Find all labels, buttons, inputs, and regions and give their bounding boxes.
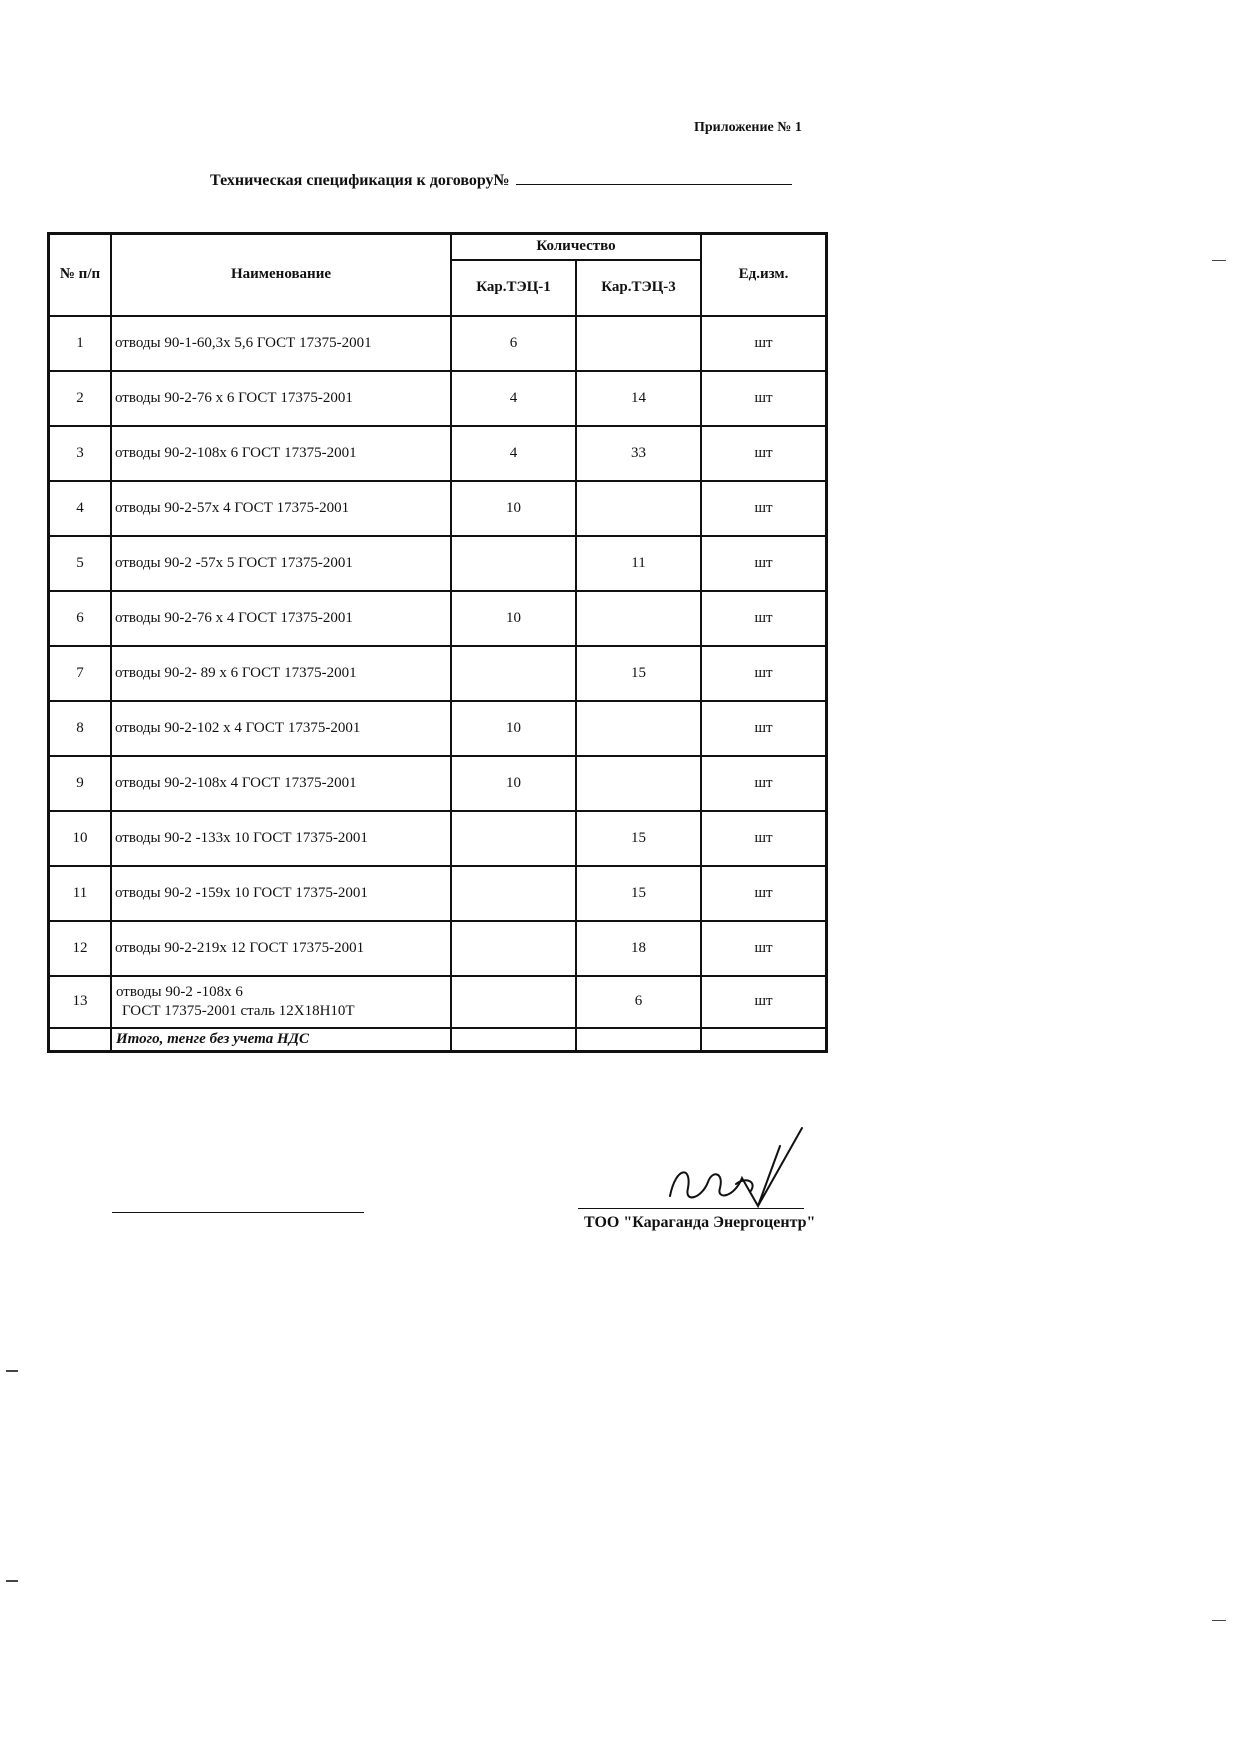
total-label: Итого, тенге без учета НДС <box>111 1028 451 1052</box>
total-row <box>49 1028 827 1052</box>
cell-name: отводы 90-2-108х 6 ГОСТ 17375-2001 <box>111 426 451 481</box>
table-row <box>49 976 827 1028</box>
cell-plant1-qty: 10 <box>451 481 576 536</box>
cell-name: отводы 90-2 -159х 10 ГОСТ 17375-2001 <box>111 866 451 921</box>
table-row <box>49 646 827 701</box>
table-header-row <box>49 234 827 260</box>
cell-unit: шт <box>701 976 827 1028</box>
cell-plant3-qty: 15 <box>576 646 701 701</box>
cell-plant3-qty: 6 <box>576 976 701 1028</box>
table-row <box>49 481 827 536</box>
cell-name-line1: отводы 90-2 -108х 6 <box>116 983 243 1000</box>
document-title <box>210 170 792 190</box>
cell-name: отводы 90-2-219х 12 ГОСТ 17375-2001 <box>111 921 451 976</box>
cell-plant3-qty <box>576 701 701 756</box>
table-row <box>49 866 827 921</box>
cell-number: 11 <box>49 866 112 921</box>
cell-number: 4 <box>49 481 112 536</box>
cell-plant3-qty: 11 <box>576 536 701 591</box>
cell-number: 10 <box>49 811 112 866</box>
cell-plant3-qty <box>576 756 701 811</box>
cell-plant3-qty: 15 <box>576 866 701 921</box>
specification-table <box>47 232 828 1053</box>
cell-name: отводы 90-2 -57х 5 ГОСТ 17375-2001 <box>111 536 451 591</box>
cell-unit: шт <box>701 756 827 811</box>
cell-unit: шт <box>701 481 827 536</box>
table-row <box>49 756 827 811</box>
header-number: № п/п <box>49 234 112 316</box>
header-plant1: Кар.ТЭЦ-1 <box>451 260 576 316</box>
cell-plant3-qty <box>576 481 701 536</box>
cell-name: отводы 90-2-108х 4 ГОСТ 17375-2001 <box>111 756 451 811</box>
cell-name: отводы 90-2-57х 4 ГОСТ 17375-2001 <box>111 481 451 536</box>
cell-unit: шт <box>701 921 827 976</box>
cell-name <box>111 976 451 1028</box>
contract-number-blank <box>516 170 792 185</box>
table-row <box>49 811 827 866</box>
cell-unit: шт <box>701 701 827 756</box>
cell-number: 13 <box>49 976 112 1028</box>
cell-plant3-qty: 18 <box>576 921 701 976</box>
cell-plant1-qty <box>451 646 576 701</box>
cell-number: 7 <box>49 646 112 701</box>
cell-number: 6 <box>49 591 112 646</box>
cell-plant3-qty: 15 <box>576 811 701 866</box>
cell-plant1-qty: 6 <box>451 316 576 371</box>
table-body <box>49 316 827 1052</box>
table-row <box>49 371 827 426</box>
cell-plant3-qty: 14 <box>576 371 701 426</box>
cell-unit: шт <box>701 646 827 701</box>
cell-plant1-qty <box>451 921 576 976</box>
header-name: Наименование <box>111 234 451 316</box>
cell-plant3-qty <box>576 316 701 371</box>
table-row <box>49 921 827 976</box>
cell-plant1-qty <box>451 976 576 1028</box>
cell-plant1-qty <box>451 811 576 866</box>
cell-plant1-qty <box>451 536 576 591</box>
cell-unit: шт <box>701 371 827 426</box>
cell-name: отводы 90-2 -133х 10 ГОСТ 17375-2001 <box>111 811 451 866</box>
cell-plant1-qty: 10 <box>451 756 576 811</box>
scan-margin-mark <box>6 1580 18 1582</box>
signature-line-left <box>112 1212 364 1213</box>
cell-number: 12 <box>49 921 112 976</box>
signature-line-right <box>578 1208 804 1209</box>
handwritten-signature <box>662 1126 822 1216</box>
cell-name-line2: ГОСТ 17375-2001 сталь 12Х18Н10Т <box>122 1002 355 1019</box>
cell-plant3-qty: 33 <box>576 426 701 481</box>
header-unit: Ед.изм. <box>701 234 827 316</box>
cell-plant3-qty <box>576 591 701 646</box>
cell-number: 8 <box>49 701 112 756</box>
cell-name: отводы 90-2-76 х 4 ГОСТ 17375-2001 <box>111 591 451 646</box>
cell-name: отводы 90-2-102 х 4 ГОСТ 17375-2001 <box>111 701 451 756</box>
total-plant1-cell <box>451 1028 576 1052</box>
scan-margin-mark <box>6 1370 18 1372</box>
total-unit-cell <box>701 1028 827 1052</box>
cell-number: 9 <box>49 756 112 811</box>
cell-number: 1 <box>49 316 112 371</box>
cell-unit: шт <box>701 591 827 646</box>
cell-plant1-qty: 10 <box>451 591 576 646</box>
cell-plant1-qty: 4 <box>451 371 576 426</box>
table-row <box>49 701 827 756</box>
cell-name: отводы 90-2-76 х 6 ГОСТ 17375-2001 <box>111 371 451 426</box>
cell-name: отводы 90-1-60,3х 5,6 ГОСТ 17375-2001 <box>111 316 451 371</box>
table-row <box>49 591 827 646</box>
cell-name: отводы 90-2- 89 х 6 ГОСТ 17375-2001 <box>111 646 451 701</box>
table-row <box>49 316 827 371</box>
total-plant3-cell <box>576 1028 701 1052</box>
annex-label: Приложение № 1 <box>694 120 802 135</box>
cell-plant1-qty: 10 <box>451 701 576 756</box>
header-quantity: Количество <box>451 234 701 260</box>
scan-margin-mark <box>1212 260 1226 261</box>
cell-plant1-qty <box>451 866 576 921</box>
cell-number: 3 <box>49 426 112 481</box>
cell-number: 5 <box>49 536 112 591</box>
scan-margin-mark <box>1212 1620 1226 1621</box>
cell-unit: шт <box>701 811 827 866</box>
cell-unit: шт <box>701 536 827 591</box>
cell-number: 2 <box>49 371 112 426</box>
company-name: ТОО "Караганда Энергоцентр" <box>584 1214 816 1231</box>
cell-unit: шт <box>701 426 827 481</box>
document-title-text: Техническая спецификация к договору№ <box>210 172 510 189</box>
total-number-cell <box>49 1028 112 1052</box>
table-row <box>49 536 827 591</box>
cell-plant1-qty: 4 <box>451 426 576 481</box>
header-plant3: Кар.ТЭЦ-3 <box>576 260 701 316</box>
table-row <box>49 426 827 481</box>
cell-unit: шт <box>701 316 827 371</box>
cell-unit: шт <box>701 866 827 921</box>
